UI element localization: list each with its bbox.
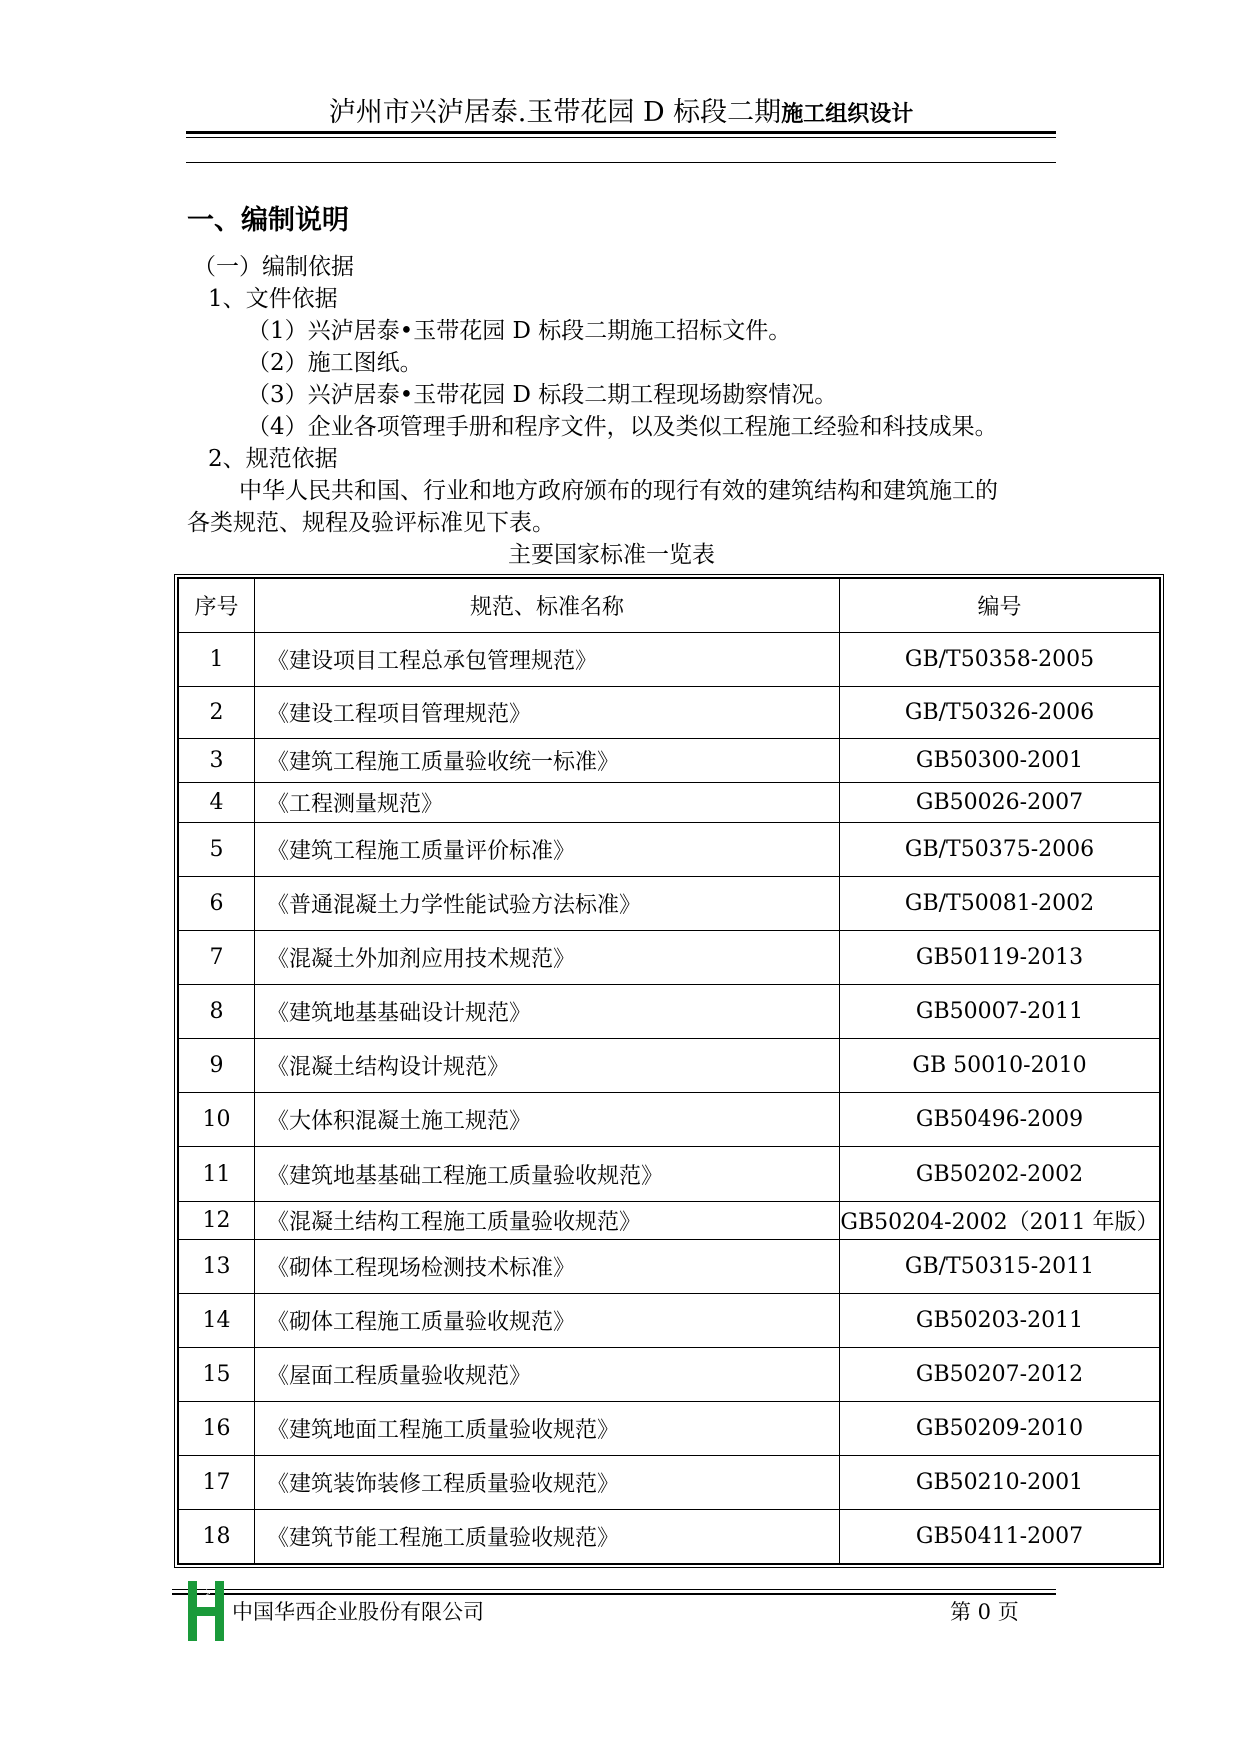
row-index: 7: [179, 931, 255, 985]
table-caption: 主要国家标准一览表: [508, 542, 715, 568]
standards-table-frame: [174, 574, 1164, 1568]
row-standard-name: 《建筑装饰装修工程质量验收规范》: [255, 1455, 840, 1509]
table-row: [179, 1147, 1160, 1201]
doc-item-3: （3）兴泸居泰•玉带花园 D 标段二期工程现场勘察情况。: [247, 382, 838, 408]
table-row: [179, 877, 1160, 931]
row-standard-name: 《普通混凝土力学性能试验方法标准》: [255, 877, 840, 931]
table-row: [179, 985, 1160, 1039]
company-name: 中国华西企业股份有限公司: [232, 1600, 484, 1624]
logo-lettering: HUASHI: [204, 1584, 210, 1604]
header-index: 序号: [179, 579, 255, 633]
company-logo-icon: [188, 1581, 224, 1641]
row-index: 14: [179, 1293, 255, 1347]
row-index: 4: [179, 783, 255, 823]
row-standard-code: GB50204-2002（2011 年版）: [840, 1201, 1160, 1239]
header-rule-bottom: [186, 162, 1056, 163]
row-index: 12: [179, 1201, 255, 1239]
row-standard-name: 《屋面工程质量验收规范》: [255, 1347, 840, 1401]
row-standard-code: GB/T50315-2011: [840, 1239, 1160, 1293]
row-standard-name: 《建设项目工程总承包管理规范》: [255, 633, 840, 687]
table-row: [179, 783, 1160, 823]
header-title-main: 泸州市兴泸居泰.玉带花园 D 标段二期: [328, 97, 782, 128]
paragraph-line-1: 中华人民共和国、行业和地方政府颁布的现行有效的建筑结构和建筑施工的: [239, 478, 998, 504]
row-standard-name: 《混凝土结构设计规范》: [255, 1039, 840, 1093]
table-row: [179, 1347, 1160, 1401]
row-index: 10: [179, 1093, 255, 1147]
row-standard-code: GB50209-2010: [840, 1401, 1160, 1455]
table-row: [179, 823, 1160, 877]
page-header-title: [186, 90, 1056, 130]
row-standard-name: 《建筑地基基础工程施工质量验收规范》: [255, 1147, 840, 1201]
header-name: 规范、标准名称: [255, 579, 840, 633]
row-standard-code: GB50007-2011: [840, 985, 1160, 1039]
page-number: 第 0 页: [950, 1600, 1019, 1624]
row-standard-code: GB50202-2002: [840, 1147, 1160, 1201]
footer-rule-thick: [172, 1593, 1056, 1595]
row-standard-name: 《混凝土外加剂应用技术规范》: [255, 931, 840, 985]
row-index: 16: [179, 1401, 255, 1455]
paragraph-line-2: 各类规范、规程及验评标准见下表。: [187, 510, 555, 536]
subsection-title: （一）编制依据: [193, 254, 354, 280]
table-row: [179, 633, 1160, 687]
table-row: [179, 739, 1160, 783]
table-row: [179, 1293, 1160, 1347]
row-standard-code: GB/T50081-2002: [840, 877, 1160, 931]
row-standard-name: 《大体积混凝土施工规范》: [255, 1093, 840, 1147]
table-row: [179, 1509, 1160, 1563]
table-row: [179, 1093, 1160, 1147]
row-standard-code: GB 50010-2010: [840, 1039, 1160, 1093]
doc-item-1: （1）兴泸居泰•玉带花园 D 标段二期施工招标文件。: [247, 318, 792, 344]
row-index: 11: [179, 1147, 255, 1201]
row-standard-code: GB50210-2001: [840, 1455, 1160, 1509]
footer-rule-thin: [172, 1589, 1056, 1590]
item-standard-basis: 2、规范依据: [208, 446, 338, 472]
table-row: [179, 687, 1160, 739]
row-index: 3: [179, 739, 255, 783]
header-code: 编号: [840, 579, 1160, 633]
header-rule-thick: [186, 131, 1056, 134]
table-row: [179, 1401, 1160, 1455]
table-row: [179, 1201, 1160, 1239]
row-standard-code: GB50203-2011: [840, 1293, 1160, 1347]
row-standard-code: GB50496-2009: [840, 1093, 1160, 1147]
section-heading: 一、编制说明: [187, 205, 349, 236]
table-header-row: [179, 579, 1160, 633]
row-standard-code: GB50026-2007: [840, 783, 1160, 823]
row-standard-name: 《建筑节能工程施工质量验收规范》: [255, 1509, 840, 1563]
row-standard-code: GB50411-2007: [840, 1509, 1160, 1563]
table-row: [179, 931, 1160, 985]
row-standard-code: GB50300-2001: [840, 739, 1160, 783]
row-standard-name: 《建筑工程施工质量验收统一标准》: [255, 739, 840, 783]
row-standard-code: GB/T50358-2005: [840, 633, 1160, 687]
row-standard-name: 《砌体工程施工质量验收规范》: [255, 1293, 840, 1347]
row-standard-name: 《建筑地面工程施工质量验收规范》: [255, 1401, 840, 1455]
row-standard-name: 《建筑地基基础设计规范》: [255, 985, 840, 1039]
row-index: 13: [179, 1239, 255, 1293]
row-standard-name: 《工程测量规范》: [255, 783, 840, 823]
header-title-suffix: 施工组织设计: [781, 102, 914, 127]
row-standard-name: 《混凝土结构工程施工质量验收规范》: [255, 1201, 840, 1239]
row-index: 18: [179, 1509, 255, 1563]
row-standard-code: GB/T50375-2006: [840, 823, 1160, 877]
header-rule-top: [186, 137, 1056, 138]
doc-item-2: （2）施工图纸。: [247, 350, 423, 376]
row-index: 1: [179, 633, 255, 687]
doc-item-4: （4）企业各项管理手册和程序文件，以及类似工程施工经验和科技成果。: [247, 414, 998, 440]
row-standard-code: GB50207-2012: [840, 1347, 1160, 1401]
row-index: 17: [179, 1455, 255, 1509]
table-row: [179, 1039, 1160, 1093]
row-index: 9: [179, 1039, 255, 1093]
row-standard-name: 《砌体工程现场检测技术标准》: [255, 1239, 840, 1293]
row-index: 5: [179, 823, 255, 877]
row-index: 15: [179, 1347, 255, 1401]
table-row: [179, 1239, 1160, 1293]
row-index: 2: [179, 687, 255, 739]
row-standard-code: GB50119-2013: [840, 931, 1160, 985]
row-standard-name: 《建筑工程施工质量评价标准》: [255, 823, 840, 877]
row-standard-code: GB/T50326-2006: [840, 687, 1160, 739]
standards-table: [178, 578, 1160, 1564]
row-standard-name: 《建设工程项目管理规范》: [255, 687, 840, 739]
row-index: 6: [179, 877, 255, 931]
table-row: [179, 1455, 1160, 1509]
item-file-basis: 1、文件依据: [208, 286, 338, 312]
row-index: 8: [179, 985, 255, 1039]
